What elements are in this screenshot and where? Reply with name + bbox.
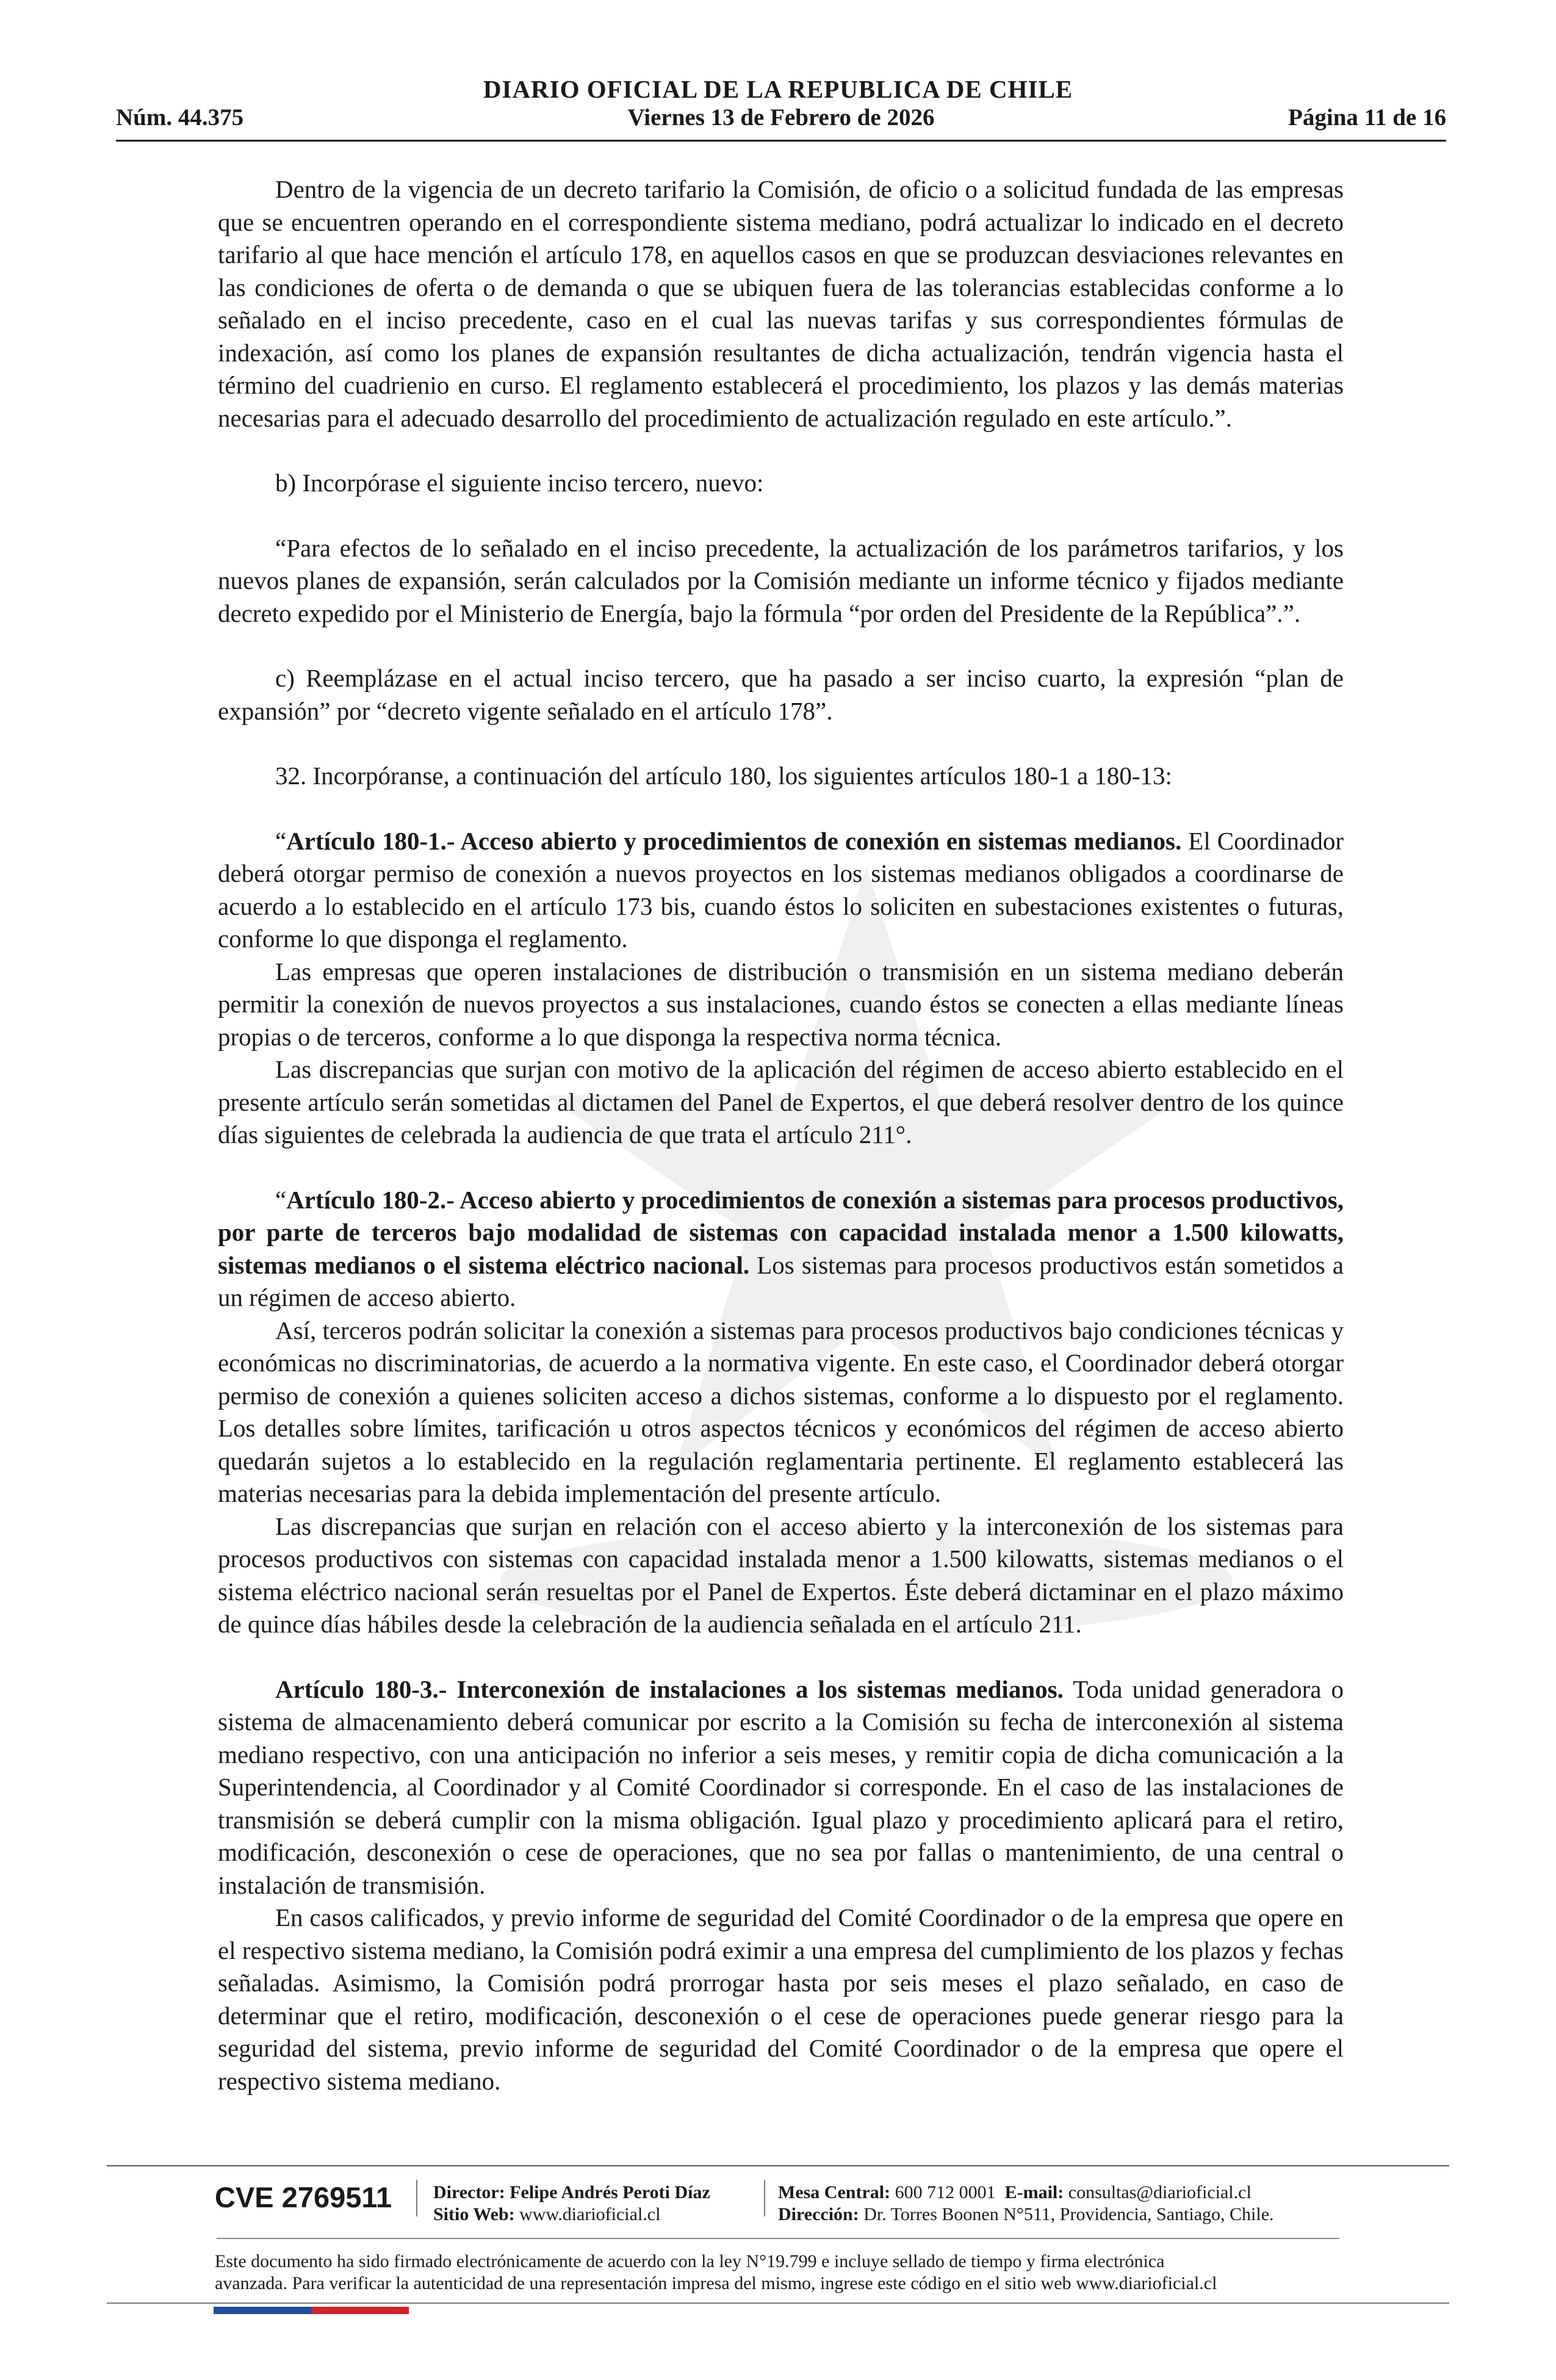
site-label: Sitio Web: — [433, 2204, 515, 2224]
article-title: Artículo 180-1.- Acceso abierto y procedimientos de conexión en sistemas medianos. — [286, 826, 1182, 855]
article-180-3 — [218, 1673, 1344, 1902]
page-indicator: Página 11 de 16 — [1288, 104, 1446, 131]
header-divider — [116, 140, 1446, 142]
email-label: E-mail: — [1004, 2182, 1064, 2202]
publication-title: DIARIO OFICIAL DE LA REPUBLICA DE CHILE — [483, 75, 1073, 103]
footer-separator — [416, 2180, 417, 2216]
paragraph: Las empresas que operen instalaciones de distribución o transmisión en un sistema mediano deberán permitir la conexión de nuevos proyectos a sus instalaciones, cuando éstos se conecten a ellas mediante líneas propias o de terceros, conforme a lo que disponga la respectiva norma técnica. — [218, 957, 1344, 1051]
director-label: Director: — [433, 2182, 505, 2202]
issue-date: Viernes 13 de Febrero de 2026 — [627, 104, 935, 131]
header-row — [116, 104, 1446, 135]
article-180-1 — [218, 825, 1344, 956]
footer-contact-block — [778, 2182, 1274, 2226]
issue-number: Núm. 44.375 — [116, 104, 244, 131]
article-text: Toda unidad generadora o sistema de almacenamiento deberá comunicar por escrito a la Comisión su fecha de interconexión al sistema mediano respectivo, con una anticipación no inferior a seis meses, y remitir copia de dicha comunicación a la Superintendencia, al Coordinador y al Comité Coordinador si corresponde. En el caso de las instalaciones de transmisión se deberá cumplir con la misma obligación. Igual plazo y procedimiento aplicará para el retiro, modificación, desconexión o cese de operaciones, que no sea por fallas o mantenimiento, de una central o instalación de transmisión. — [218, 1675, 1344, 1899]
cve-code: CVE 2769511 — [215, 2181, 392, 2213]
footer-divider — [107, 2302, 1449, 2304]
article-title: Artículo 180-2.- Acceso abierto y procedimientos de conexión a sistemas para procesos productivos, por parte de terceros bajo modalidad de sistemas con capacidad instalada menor a 1.500 kilowatts, sistemas medianos o el sistema eléctrico nacional. — [218, 1185, 1344, 1279]
paragraph: c) Reemplázase en el actual inciso tercero, que ha pasado a ser inciso cuarto, la expresión “plan de expansión” por “decreto vigente señalado en el artículo 178”. — [218, 664, 1344, 725]
paragraph: b) Incorpórase el siguiente inciso tercero, nuevo: — [275, 469, 764, 497]
open-quote: “ — [275, 826, 287, 855]
open-quote: “ — [275, 1185, 287, 1214]
footer-separator — [764, 2180, 765, 2216]
paragraph: Las discrepancias que surjan con motivo de la aplicación del régimen de acceso abierto establecido en el presente artículo serán sometidas al dictamen del Panel de Expertos, el que deberá resolver dentro de los quince días siguientes de celebrada la audiencia de que trata el artículo 211°. — [218, 1055, 1344, 1149]
paragraph: En casos calificados, y previo informe de seguridad del Comité Coordinador o de la empresa que opere en el respectivo sistema mediano, la Comisión podrá eximir a una empresa del cumplimiento de los plazos y fechas señaladas. Asimismo, la Comisión podrá prorrogar hasta por seis meses el plazo señalado, en caso de determinar que el retiro, modificación, desconexión o el cese de operaciones puede generar riesgo para la seguridad del sistema, previo informe de seguridad del Comité Coordinador o de la empresa que opere el respectivo sistema mediano. — [218, 1903, 1344, 2095]
paragraph: Dentro de la vigencia de un decreto tarifario la Comisión, de oficio o a solicitud fundada de las empresas que se encuentren operando en el correspondiente sistema mediano, podrá actualizar lo indicado en el decreto tarifario al que hace mención el artículo 178, en aquellos casos en que se produzcan desviaciones relevantes en las condiciones de oferta o de demanda o que se ubiquen fuera de las tolerancias establecidas conforme a lo señalado en el inciso precedente, caso en el cual las nuevas tarifas y sus correspondientes fórmulas de indexación, así como los planes de expansión resultantes de dicha actualización, tendrán vigencia hasta el término del cuadrienio en curso. El reglamento establecerá el procedimiento, los plazos y las demás materias necesarias para el adecuado desarrollo del procedimiento de actualización regulado en este artículo.”. — [218, 175, 1344, 432]
article-title: Artículo 180-3.- Interconexión de instalaciones a los sistemas medianos. — [275, 1675, 1064, 1703]
central-phone: 600 712 0001 — [895, 2182, 996, 2202]
flag-red-segment — [311, 2307, 409, 2314]
article-text: Los sistemas para procesos productivos están sometidos a un régimen de acceso abierto. — [218, 1250, 1344, 1311]
footer-director-block — [433, 2182, 710, 2226]
flag-blue-segment — [214, 2307, 311, 2314]
footer-legal-notice — [215, 2251, 1374, 2295]
footer-divider — [217, 2238, 1339, 2239]
paragraph: “Para efectos de lo señalado en el inciso precedente, la actualización de los parámetros tarifarios, y los nuevos planes de expansión, serán calculados por la Comisión mediante un informe técnico y fijados mediante decreto expedido por el Ministerio de Energía, bajo la fórmula “por orden del Presidente de la República”.”. — [218, 533, 1344, 627]
email-link[interactable]: consultas@diarioficial.cl — [1068, 2182, 1252, 2202]
legal-line: avanzada. Para verificar la autenticidad de una representación impresa del mismo, ingrese este código en el sitio web www.diarioficial.cl — [215, 2273, 1217, 2293]
address-label: Dirección: — [778, 2204, 859, 2224]
flag-stripe — [214, 2307, 409, 2314]
article-180-2 — [218, 1184, 1344, 1314]
document-body — [218, 173, 1344, 2097]
paragraph: Las discrepancias que surjan en relación con el acceso abierto y la interconexión de los sistemas para procesos productivos con sistemas con capacidad instalada menor a 1.500 kilowatts, sistemas medianos o el sistema eléctrico nacional serán resueltas por el Panel de Expertos. Éste deberá dictaminar en el plazo máximo de quince días hábiles desde la celebración de la audiencia señalada en el artículo 211. — [218, 1512, 1344, 1638]
paragraph: 32. Incorpóranse, a continuación del artículo 180, los siguientes artículos 180-1 a 180-13: — [275, 762, 1172, 790]
footer-divider — [107, 2165, 1449, 2166]
legal-line: Este documento ha sido firmado electrónicamente de acuerdo con la ley N°19.799 e incluye sellado de tiempo y firma electrónica — [215, 2251, 1165, 2271]
site-link[interactable]: www.diarioficial.cl — [519, 2204, 661, 2224]
article-text: El Coordinador deberá otorgar permiso de conexión a nuevos proyectos en los sistemas medianos obligados a coordinarse de acuerdo a lo establecido en el artículo 173 bis, cuando éstos lo soliciten en subestaciones existentes o futuras, conforme lo que disponga el reglamento. — [218, 826, 1344, 953]
central-label: Mesa Central: — [778, 2182, 891, 2202]
address-value: Dr. Torres Boonen N°511, Providencia, Santiago, Chile. — [863, 2204, 1274, 2224]
director-name: Felipe Andrés Peroti Díaz — [510, 2182, 710, 2202]
paragraph: Así, terceros podrán solicitar la conexión a sistemas para procesos productivos bajo condiciones técnicas y económicas no discriminatorias, de acuerdo a la normativa vigente. En este caso, el Coordinador deberá otorgar permiso de conexión a quienes soliciten acceso a dichos sistemas, conforme a lo dispuesto por el reglamento. Los detalles sobre límites, tarificación u otros aspectos técnicos y económicos del régimen de acceso abierto quedarán sujetos a lo establecido en la regulación reglamentaria pertinente. El reglamento establecerá las materias necesarias para la debida implementación del presente artículo. — [218, 1316, 1344, 1507]
